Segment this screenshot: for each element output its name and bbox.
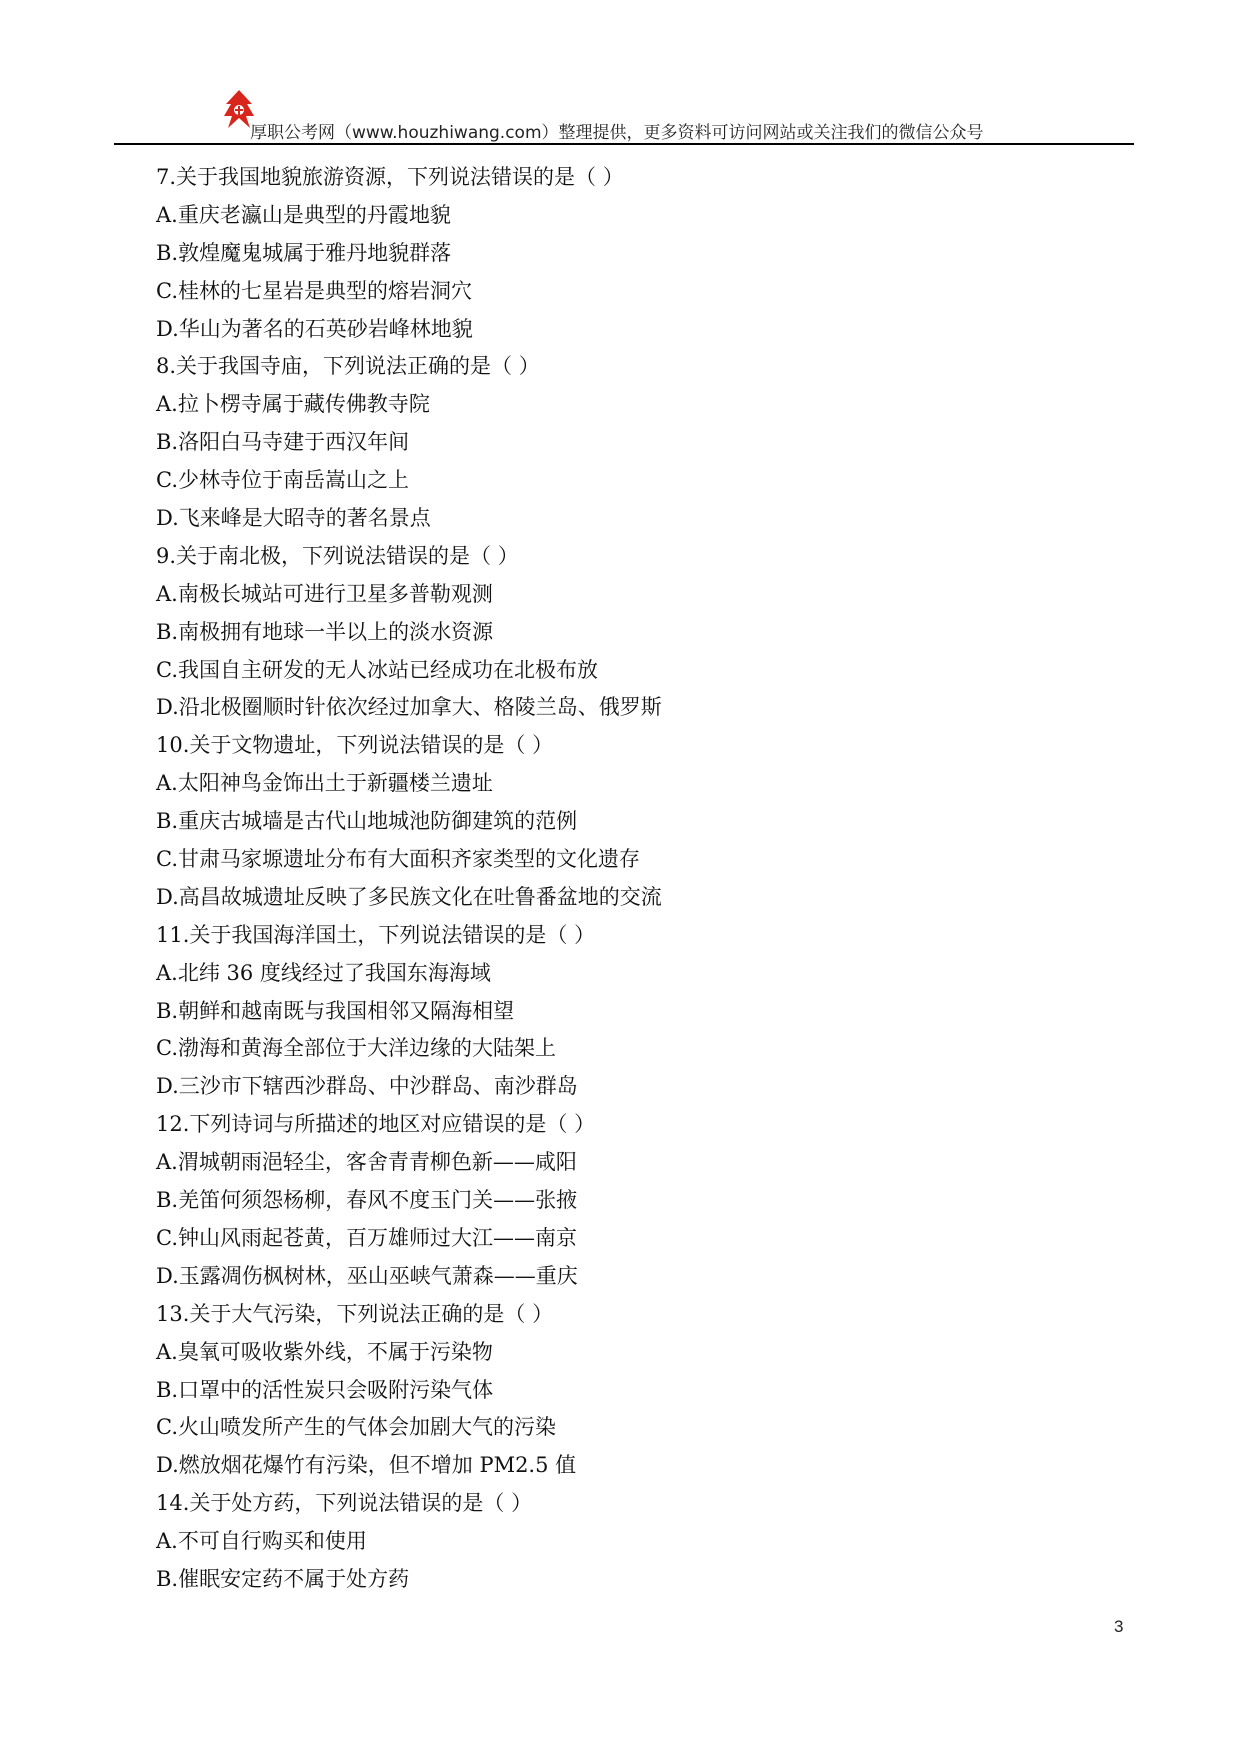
answer-option: C.我国自主研发的无人冰站已经成功在北极布放: [156, 657, 598, 682]
answer-option: B.催眠安定药不属于处方药: [156, 1566, 410, 1591]
question-stem: 8.关于我国寺庙，下列说法正确的是（ ）: [156, 354, 540, 379]
answer-option: A.渭城朝雨浥轻尘，客舍青青柳色新——咸阳: [156, 1150, 577, 1175]
question-stem: 12.下列诗词与所描述的地区对应错误的是（ ）: [156, 1112, 596, 1137]
answer-option: C.火山喷发所产生的气体会加剧大气的污染: [156, 1415, 556, 1440]
answer-option: A.重庆老瀛山是典型的丹霞地貌: [156, 202, 451, 227]
answer-option: B.口罩中的活性炭只会吸附污染气体: [156, 1377, 494, 1402]
question-stem: 9.关于南北极，下列说法错误的是（ ）: [156, 543, 519, 568]
question-stem: 14.关于处方药，下列说法错误的是（ ）: [156, 1491, 533, 1516]
answer-option: A.北纬 36 度线经过了我国东海海域: [156, 960, 491, 985]
answer-option: B.重庆古城墙是古代山地城池防御建筑的范例: [156, 809, 578, 834]
question-stem: 13.关于大气污染，下列说法正确的是（ ）: [156, 1301, 554, 1326]
page-number: 3: [1114, 1617, 1124, 1636]
question-stem: 10.关于文物遗址，下列说法错误的是（ ）: [156, 733, 554, 758]
answer-option: B.羌笛何须怨杨柳，春风不度玉门关——张掖: [156, 1188, 578, 1213]
answer-option: D.燃放烟花爆竹有污染，但不增加 PM2.5 值: [156, 1453, 577, 1478]
answer-option: B.敦煌魔鬼城属于雅丹地貌群落: [156, 240, 452, 265]
question-stem: 7.关于我国地貌旅游资源，下列说法错误的是（ ）: [156, 165, 624, 189]
answer-option: C.渤海和黄海全部位于大洋边缘的大陆架上: [156, 1036, 556, 1061]
answer-option: A.拉卜楞寺属于藏传佛教寺院: [156, 392, 430, 417]
question-stem: 11.关于我国海洋国土，下列说法错误的是（ ）: [156, 922, 596, 947]
answer-option: A.不可自行购买和使用: [156, 1529, 367, 1554]
answer-option: B.朝鲜和越南既与我国相邻又隔海相望: [156, 998, 515, 1023]
answer-option: B.南极拥有地球一半以上的淡水资源: [156, 619, 494, 644]
answer-option: D.沿北极圈顺时针依次经过加拿大、格陵兰岛、俄罗斯: [156, 695, 662, 720]
header-text: 厚职公考网（www.houzhiwang.com）整理提供，更多资料可访问网站或关注我们的微信公众号: [250, 123, 984, 143]
answer-option: A.南极长城站可进行卫星多普勒观测: [156, 581, 493, 606]
answer-option: A.臭氧可吸收紫外线，不属于污染物: [156, 1339, 493, 1364]
answer-option: C.甘肃马家塬遗址分布有大面积齐家类型的文化遗存: [156, 847, 640, 872]
question-list: [156, 159, 1056, 1599]
answer-option: C.钟山风雨起苍黄，百万雄师过大江——南京: [156, 1225, 577, 1250]
answer-option: C.桂林的七星岩是典型的熔岩洞穴: [156, 278, 472, 303]
answer-option: D.华山为著名的石英砂岩峰林地貌: [156, 316, 473, 341]
answer-option: D.玉露凋伤枫树林，巫山巫峡气萧森——重庆: [156, 1263, 578, 1288]
answer-option: D.高昌故城遗址反映了多民族文化在吐鲁番盆地的交流: [156, 884, 662, 909]
answer-option: B.洛阳白马寺建于西汉年间: [156, 430, 410, 455]
answer-option: C.少林寺位于南岳嵩山之上: [156, 468, 409, 493]
answer-option: D.飞来峰是大昭寺的著名景点: [156, 506, 431, 531]
answer-option: A.太阳神鸟金饰出土于新疆楼兰遗址: [156, 771, 493, 796]
header-rule: [114, 143, 1134, 145]
answer-option: D.三沙市下辖西沙群岛、中沙群岛、南沙群岛: [156, 1074, 578, 1099]
